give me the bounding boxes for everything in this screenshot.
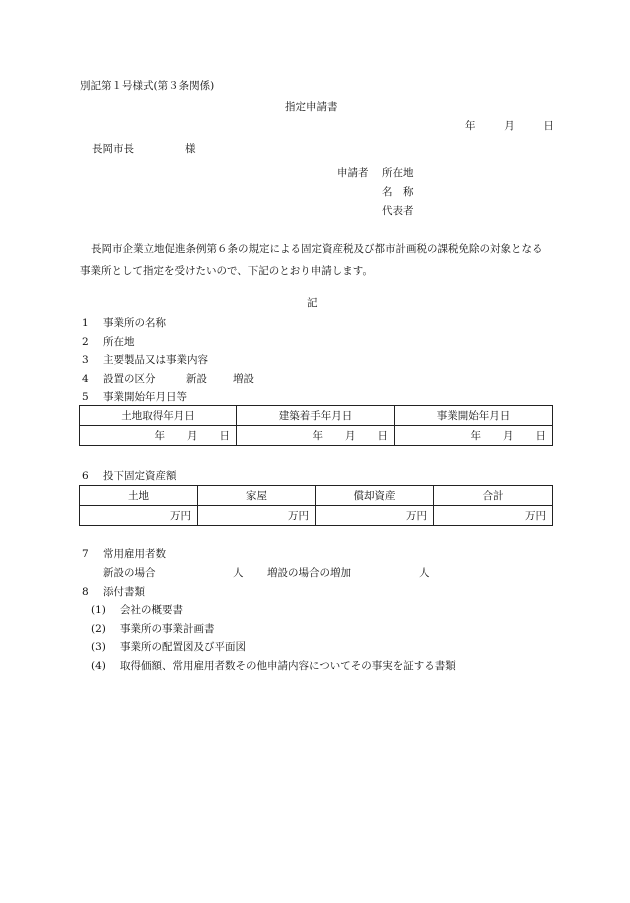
applicant-address-label: 所在地 — [382, 167, 414, 179]
attachment-3-text: 事業所の配置図及び平面図 — [120, 641, 246, 653]
assets-header-land: 土地 — [80, 486, 198, 506]
body-paragraph: 長岡市企業立地促進条例第６条の規定による固定資産税及び都市計画税の課税免除の対象となる事業所として指定を受けたいので、下記のとおり申請します。 — [80, 243, 543, 277]
applicant-representative-label: 代表者 — [382, 205, 414, 217]
dates-cell-day: 日 — [377, 430, 388, 442]
dates-cell-operation — [395, 426, 553, 446]
dates-table — [79, 405, 553, 446]
assets-table-header-row — [80, 486, 553, 506]
dates-header-land: 土地取得年月日 — [80, 406, 237, 426]
assets-table-value-row — [80, 506, 553, 526]
applicant-name-label: 名 称 — [382, 186, 414, 198]
applicant-heading: 申請者 — [337, 167, 369, 179]
employees-expand-case-label: 増設の場合の増加 — [267, 567, 351, 579]
form-number-label: 別記第１号様式(第３条関係) — [80, 80, 215, 92]
dates-cell-year: 年 — [154, 430, 165, 442]
attachment-2-number: (2) — [91, 623, 106, 635]
item-7-number: 7 — [82, 548, 89, 560]
assets-cell-land: 万円 — [80, 506, 198, 526]
assets-header-total: 合計 — [434, 486, 553, 506]
item-3-label: 主要製品又は事業内容 — [103, 354, 208, 366]
addressee-name: 長岡市長 — [92, 143, 134, 155]
ki-heading: 記 — [307, 297, 318, 309]
item-2-number: 2 — [82, 336, 89, 348]
dates-cell-construction — [237, 426, 395, 446]
addressee-honorific: 様 — [185, 143, 196, 155]
attachment-3-number: (3) — [91, 641, 106, 653]
item-7-label: 常用雇用者数 — [103, 548, 166, 560]
employees-new-case-label: 新設の場合 — [103, 567, 156, 579]
item-1-label: 事業所の名称 — [103, 317, 166, 329]
dates-cell-year: 年 — [312, 430, 323, 442]
dates-cell-day: 日 — [219, 430, 230, 442]
item-8-label: 添付書類 — [103, 586, 145, 598]
item-3-number: 3 — [82, 354, 89, 366]
item-6-label: 投下固定資産額 — [103, 470, 177, 482]
attachment-2-text: 事業所の事業計画書 — [120, 623, 215, 635]
dates-cell-day: 日 — [535, 430, 546, 442]
attachment-1-text: 会社の概要書 — [120, 604, 183, 616]
assets-cell-building: 万円 — [198, 506, 316, 526]
item-5-number: 5 — [82, 391, 89, 403]
option-expand: 増設 — [233, 373, 254, 385]
assets-cell-depreciable: 万円 — [316, 506, 434, 526]
dates-cell-month: 月 — [503, 430, 514, 442]
item-4-label: 設置の区分 — [103, 373, 156, 385]
item-6-number: 6 — [82, 470, 89, 482]
employees-new-unit: 人 — [233, 567, 244, 579]
assets-header-building: 家屋 — [198, 486, 316, 506]
item-4-number: 4 — [82, 373, 89, 385]
attachment-4-number: (4) — [91, 660, 106, 672]
employees-expand-unit: 人 — [419, 567, 430, 579]
date-day: 日 — [543, 120, 554, 132]
assets-table — [79, 485, 553, 526]
dates-header-operation: 事業開始年月日 — [395, 406, 553, 426]
item-2-label: 所在地 — [103, 336, 135, 348]
assets-header-depreciable: 償却資産 — [316, 486, 434, 506]
dates-table-value-row — [80, 426, 553, 446]
date-line — [465, 120, 554, 133]
item-5-label: 事業開始年月日等 — [103, 391, 187, 403]
dates-cell-land — [80, 426, 237, 446]
attachment-1-number: (1) — [91, 604, 106, 616]
dates-cell-month: 月 — [345, 430, 356, 442]
assets-cell-total: 万円 — [434, 506, 553, 526]
item-1-number: 1 — [82, 317, 89, 329]
option-new: 新設 — [186, 373, 207, 385]
dates-header-construction: 建築着手年月日 — [237, 406, 395, 426]
date-year: 年 — [465, 120, 476, 132]
document-title: 指定申請書 — [285, 101, 338, 113]
date-month: 月 — [504, 120, 515, 132]
dates-table-header-row — [80, 406, 553, 426]
item-8-number: 8 — [82, 586, 89, 598]
attachment-4-text: 取得価額、常用雇用者数その他申請内容についてその事実を証する書類 — [120, 660, 456, 672]
dates-cell-month: 月 — [187, 430, 198, 442]
dates-cell-year: 年 — [470, 430, 481, 442]
